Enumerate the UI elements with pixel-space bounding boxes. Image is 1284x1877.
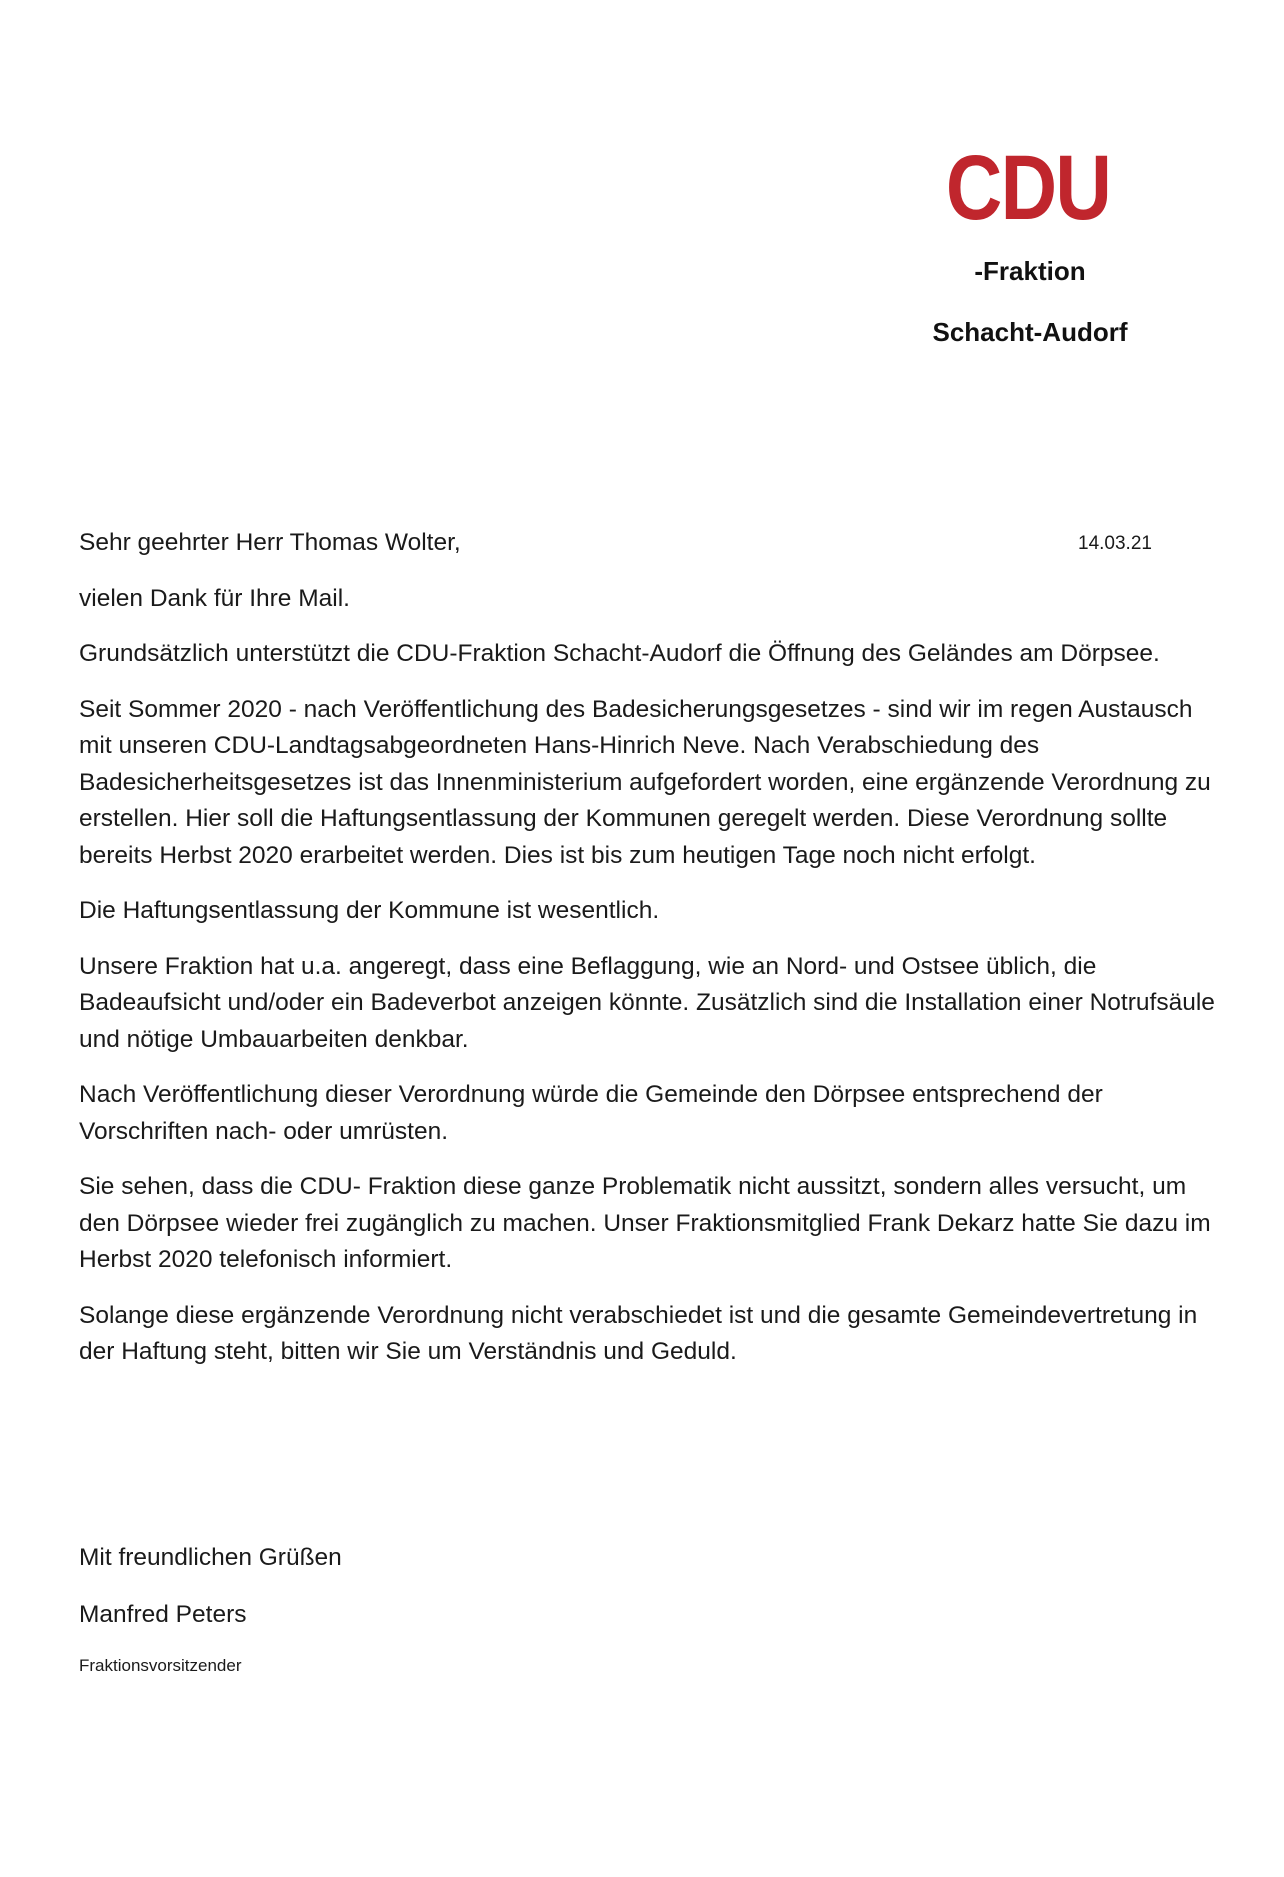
- body-paragraph: Grundsätzlich unterstützt die CDU-Fraktion Schacht-Audorf die Öffnung des Geländes am Dörpsee.: [79, 640, 1160, 667]
- signer-role: Fraktionsvorsitzender: [79, 1656, 242, 1675]
- org-name-line-2: Schacht-Audorf: [932, 317, 1128, 347]
- salutation: Sehr geehrter Herr Thomas Wolter,: [79, 529, 461, 556]
- body-paragraph: Die Haftungsentlassung der Kommune ist wesentlich.: [79, 897, 660, 924]
- letter-body: [79, 525, 1229, 1390]
- body-paragraph: vielen Dank für Ihre Mail.: [79, 584, 350, 612]
- closing-phrase: Mit freundlichen Grüßen: [79, 1544, 342, 1571]
- body-paragraph: Solange diese ergänzende Verordnung nicht verabschiedet ist und die gesamte Gemeindevertretung in der Haftung steht, bitten wir Sie um Verständnis und Geduld.: [79, 1301, 1198, 1365]
- letter-closing: [79, 1540, 342, 1653]
- body-paragraph: Unsere Fraktion hat u.a. angeregt, dass eine Beflaggung, wie an Nord- und Ostsee üblich, die Badeaufsicht und/oder ein Badeverbot anzeigen könnte. Zusätzlich sind die Installation einer Notrufsäule und nötige Umbauarbeiten denkbar.: [79, 952, 1215, 1053]
- body-paragraph: Seit Sommer 2020 - nach Veröffentlichung des Badesicherungsgesetzes - sind wir im regen Austausch mit unseren CDU-Landtagsabgeordneten Hans-Hinrich Neve. Nach Verabschiedung des Badesicherheitsgesetzes ist das Innenministerium aufgefordert worden, eine ergänzende Verordnung zu erstellen. Hier soll die Haftungsentlassung der Kommunen geregelt werden. Diese Verordnung sollte bereits Herbst 2020 erarbeitet werden. Dies ist bis zum heutigen Tage noch nicht erfolgt.: [79, 695, 1211, 869]
- org-name-line-1: -Fraktion: [974, 256, 1086, 286]
- letterhead: [900, 137, 1170, 348]
- body-paragraph: Nach Veröffentlichung dieser Verordnung würde die Gemeinde den Dörpsee entsprechend der Vorschriften nach- oder umrüsten.: [79, 1081, 1103, 1145]
- signer-name: Manfred Peters: [79, 1600, 247, 1628]
- cdu-logo: CDU: [945, 137, 1111, 239]
- letter-date: 14.03.21: [1078, 533, 1152, 554]
- body-paragraph: Sie sehen, dass die CDU- Fraktion diese ganze Problematik nicht aussitzt, sondern alles versucht, um den Dörpsee wieder frei zugänglich zu machen. Unser Fraktionsmitglied Frank Dekarz hatte Sie dazu im Herbst 2020 telefonisch informiert.: [79, 1173, 1211, 1273]
